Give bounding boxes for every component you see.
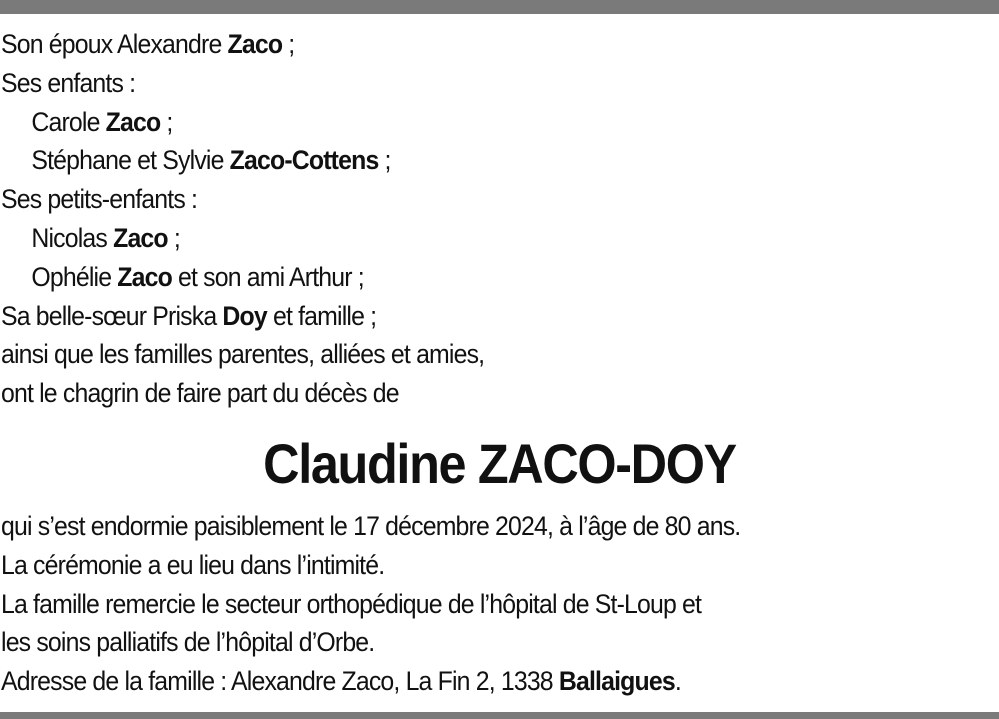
grandchildren-heading: Ses petits-enfants : (1, 184, 198, 215)
spouse-punct: ; (282, 29, 295, 59)
address-punct: . (674, 666, 681, 697)
families-line: ainsi que les familles parentes, alliées et amies, (1, 339, 485, 370)
child-2-punct: ; (378, 145, 391, 176)
survivors-list (1, 25, 916, 413)
grandchild-line-2 (1, 258, 916, 297)
children-heading: Ses enfants : (1, 67, 136, 98)
announcement-line: ont le chagrin de faire part du décès de (1, 378, 399, 409)
notice-details (1, 507, 916, 701)
child-1-punct: ; (160, 106, 173, 137)
child-line-2 (1, 141, 916, 180)
address-text: Adresse de la famille : Alexandre Zaco, La Fin 2, 1338 (1, 666, 559, 697)
child-1-text: Carole (31, 106, 106, 137)
sister-in-law-text: Sa belle-sœur Priska (1, 300, 223, 331)
child-2-text: Stéphane et Sylvie (31, 145, 230, 176)
spouse-line (1, 25, 916, 64)
thanks-line-2: les soins palliatifs de l’hôpital d’Orbe. (1, 627, 375, 658)
address-town: Ballaigues (558, 666, 675, 697)
sister-in-law-surname: Doy (222, 300, 267, 331)
address-line (1, 662, 916, 701)
bottom-rule (0, 712, 999, 719)
grandchild-2-text: Ophélie (31, 261, 118, 292)
child-line-1 (1, 103, 916, 142)
grandchild-1-surname: Zaco (113, 222, 168, 253)
spouse-surname: Zaco (227, 29, 283, 59)
grandchild-1-punct: ; (167, 222, 180, 253)
grandchild-2-rest: et son ami Arthur ; (171, 261, 364, 292)
sister-in-law-rest: et famille ; (266, 300, 377, 331)
deceased-name: Claudine ZACO-DOY (263, 432, 736, 495)
grandchild-2-surname: Zaco (117, 261, 172, 292)
grandchild-1-text: Nicolas (31, 222, 114, 253)
ceremony-line: La cérémonie a eu lieu dans l’intimité. (1, 549, 385, 580)
grandchild-line-1 (1, 219, 916, 258)
child-1-surname: Zaco (105, 106, 161, 137)
top-rule (0, 0, 999, 14)
passing-line: qui s’est endormie paisiblement le 17 décembre 2024, à l’âge de 80 ans. (1, 511, 741, 541)
child-2-surname: Zaco-Cottens (229, 145, 379, 176)
sister-in-law-line (1, 297, 916, 336)
spouse-text: Son époux Alexandre (1, 29, 228, 59)
thanks-line-1: La famille remercie le secteur orthopédique de l’hôpital de St-Loup et (1, 588, 702, 619)
